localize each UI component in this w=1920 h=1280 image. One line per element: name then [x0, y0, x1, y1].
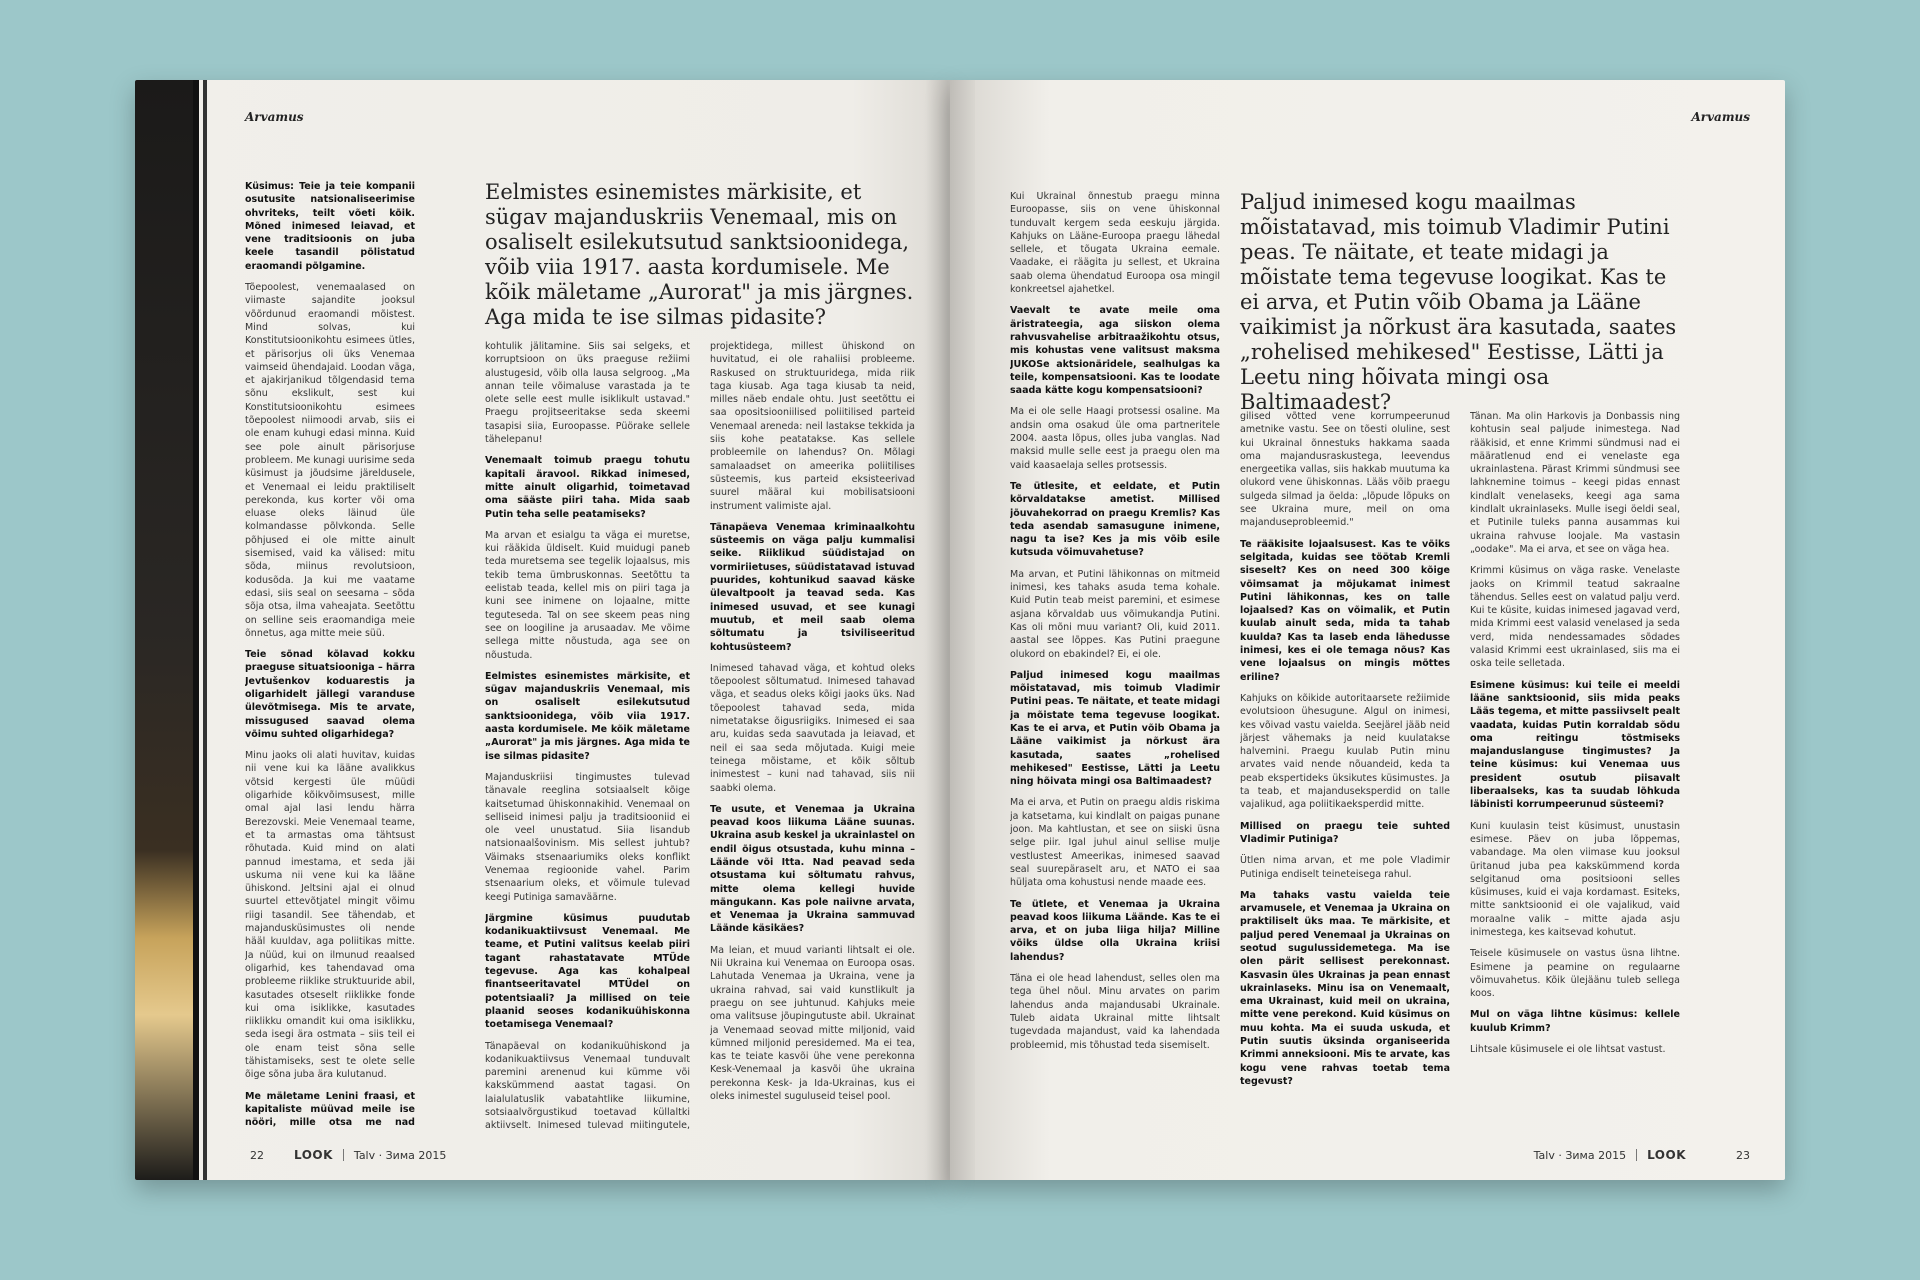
right-column-1 [1010, 190, 1220, 1150]
answer-text: Ma ei arva, et Putin on praegu aldis riskima ja katsetama, kui kindlalt on paigas punane joon. Ma kahtlustan, et see on siiski üsna selge piir. Igal juhul ainul sellise mulje vestlustest Ameerikas, inimesed saavad seal suurepäraselt aru, et NATO ei saa hüljata oma kohustusi nende maade ees. [1010, 797, 1220, 889]
answer-text: Täna ei ole head lahendust, selles olen ma tega ühel nõul. Minu arvates on parim lahendus anda majandusabi Ukrainale. Tuleb aidata Ukrainal mitte lihtsalt tugevdada majandust, vaid ka lahendada probleemid, mis tõhustad teda sisemiselt. [1010, 973, 1220, 1051]
answer-text: Krimmi küsimus on väga raske. Venelaste jaoks on Krimmil teatud sakraalne tähendus. Selles eest on valatud palju verd. Kui te küsite, kuidas inimesed jagavad verd, mida Krimmi eest valasid venelased ja seda verd, mida nendessamades sõdades valasid Krimmi eest ukrainlased, siis ma ei oska teile selletada. [1470, 565, 1680, 670]
magazine-brand: LOOK [1647, 1148, 1686, 1162]
page-edge-stripe [193, 80, 199, 1180]
answer-text: Ma arvan, et Putini lähikonnas on mitmeid inimesi, kes tahaks asuda tema kohale. Kuid Putin teab meist paremini, et esimese asjana kõrvaldab uus võimukandja Putini. Kas oli mõni muu variant? Oli, kuid 2011. aastal see lõppes. Kas Putini praegune olukord on ebakindel? Ei, ei ole. [1010, 568, 1220, 660]
question-text: Ma tahaks vastu vaielda teie arvamusele, et Venemaa ja Ukraina on praktiliselt üks maa. Te märkisite, et paljud pered Venemaal ja Ukrainas on seotud sugulussidemetega. Ma ise olen pärit sellisest perekonnast. Kasvasin üles Ukrainas ja pean ennast ukrainlaseks. Minu isa on Venemaalt, ema Ukrainast, kuid meil on ukraina, mitte vene perekond. Kuid küsimus on muu kohta. Ma ei suuda uskuda, et Putin suutis üksinda organiseerida Krimmi anneksiooni. Mis te arvate, kas kogu vene rahvas toetab tema tegevust? [1240, 889, 1450, 1087]
right-page [950, 80, 1785, 1180]
magazine-brand: LOOK [294, 1148, 333, 1162]
question-text: Me mäletame Lenini fraasi, et kapitaliste müüvad meile ise nööri, mille otsa me nad [245, 1090, 415, 1129]
footer-divider [1636, 1149, 1637, 1161]
question-text: Te ütlesite, et eeldate, et Putin kõrvaldatakse ametist. Millised jõuvahekorrad on praegu Kremlis? Kas teda asendab samasugune inimene, nagu ta ise? Kes ja mis võib esile kutsuda võimuvahetuse? [1010, 480, 1220, 559]
section-label: Arvamus [1691, 110, 1750, 124]
left-page [135, 80, 950, 1180]
magazine-spread [135, 80, 1785, 1180]
page-number: 22 [250, 1148, 264, 1162]
question-text: Küsimus: Teie ja teie kompanii osutusite natsionaliseerimise ohvriteks, teilt võeti kõik. Mõned inimesed leiavad, et vene traditsioonis on juba keele tasandil põlistatud eraomandi põlgamine. [245, 181, 415, 272]
left-column-1 [245, 180, 415, 1130]
pull-quote: Eelmistes esinemistes märkisite, et sügav majanduskriis Venemaal, mis on osaliselt esilekutsutud sanktsioonidega, võib viia 1917. aasta kordumisele. Me kõik mäletame „Aurorat" ja mis järgnes. Aga mida te ise silmas pidasite? [485, 180, 914, 329]
footer-divider [343, 1149, 344, 1161]
answer-text: Tänapäeval on kodanikuühiskond ja kodanikuaktiivsus Venemaal tunduvalt paremini arenenud kui kümme või kakskümmend aastat tagasi. On laialulatuslik vabatahtlike liikumine, sotsiaalvõrgustikud toetavad küllaltki aktiivselt. Inimesed tulevad miitingutele, [485, 1040, 690, 1130]
question-text: Mul on väga lihtne küsimus: kellele kuulub Krimm? [1470, 1009, 1680, 1034]
answer-text: Tõepoolest, venemaalased on viimaste sajandite jooksul võõrdunud eraomandi mõistest. Mind solvas, kui Konstitutsioonikohtu esimees ütles, et pärisorjus oli üks Venemaa vaimseid ühendajaid. Loodan väga, et ajakirjanikud tõlgendasid tema sõnu ekslikult, sest kui Konstitutsioonikohtu esimees tõepoolest niimoodi arvab, siis ei ole enam kuhugi edasi minna. Kuid see pole ainult pärisorjuse probleem. Me kunagi uurisime seda küsimust ja jõudsime järeldusele, et Venemaal ei leidu praktiliselt perekonda, kus korter või oma eluase oleks läinud üle kolmandasse põlvkonda. Selle põhjused ei ole mitte ainult sisemised, vaid ka välised: mitu sõda, miinus revolutsioon, kodusõda. Ja kui me vaatame edasi, siis seal on seesama – sõda sõja otsa, ilma vaheajata. Seetõttu on selline seis eraomandiga meie õnnetus, aga mitte meie süü. [245, 282, 415, 639]
question-text: Tänapäeva Venemaa kriminaalkohtu süsteemis on väga palju kummalisi seike. Riiklikud süüdistajad on vormiriietuses, süüdistatavad istuvad puurides, kohtunikud saavad käske ülevaltpoolt ja teavad seda. Kas inimesed usuvad, et see kunagi muutub, et meil saab olema sõltumatu ja tsiviliseeritud kohtusüsteem? [710, 521, 915, 653]
answer-text: Kuni kuulasin teist küsimust, unustasin esimese. Päev on juba lõppemas, vabandage. Ma olen viimase kuu jooksul üritanud juba pea kakskümmend korda selgitanud oma positsiooni selles küsimuses, kuid ei vaja kordamast. Esiteks, mitte sanktsioonid ei ole vajalikud, vaid moraalne valik – mitte ajada asju inimestega, kes kaitsevad kohutut. [1470, 820, 1680, 938]
section-label: Arvamus [245, 110, 304, 124]
question-text: Esimene küsimus: kui teile ei meeldi lääne sanktsioonid, siis mida peaks Lääs tegema, et mitte passiivselt pealt vaadata, kuidas Putin korraldab sõdu oma reitingu tõstmiseks majanduslanguse tingimustes? Ja teine küsimus: kui Venemaa uus president osutub piisavalt liberaalseks, kas ta suudab lõhkuda läbinisti korrumpeerunud süsteemi? [1470, 679, 1680, 811]
question-text: Te usute, et Venemaa ja Ukraina peavad koos liikuma Lääne suunas. Ukraina asub keskel ja ukrainlastel on endil õigus otsustada, kuhu minna – Läände või Itta. Nad peavad seda otsustama kui sõltumatu rahvus, mitte olema kellegi huvide mängukann. Kas pole naiivne arvata, et Venemaa ja Ukraina sammuvad Läände käsikäes? [710, 803, 915, 935]
answer-text: Inimesed tahavad väga, et kohtud oleks tõepoolest sõltumatud. Inimesed tahavad väga, et seadus oleks kõigi jaoks üks. Nad tõepoolest tahavad seda, mida nimetatakse õigusriigiks. Inimesed ei saa aru, kuidas seda saavutada ja leiavad, et neil ei saa seda mõjutada. Kuigi meie teinega mõistame, et kõik sõltub inimestest – kuni nad tahavad, siis nii saabki olema. [710, 662, 915, 794]
question-text: Venemaalt toimub praegu tohutu kapitali äravool. Rikkad inimesed, mitte ainult oligarhid, toimetavad oma sääste piiri taha. Mida saab Putin teha selle peatamiseks? [485, 455, 690, 520]
pull-quote: Paljud inimesed kogu maailmas mõistatavad, mis toimub Vladimir Putini peas. Te näitate, et teate midagi ja mõistate tema tegevuse loogikat. Kas te ei arva, et Putin võib Obama ja Lääne vaikimist ja nõrkust ära kasutada, saates „rohelised mehikesed" Eestisse, Lätti ja Leetu ning hõivata mingi osa Baltimaadest? [1240, 190, 1677, 414]
answer-text: Minu jaoks oli alati huvitav, kuidas nii vene kui ka lääne avalikkus võtsid kergesti üle müüdi oligarhide kõikvõimsusest, mille omal ajal lasi lendu härra Berezovski. Meie Venemaal teame, et ta armastas oma tähtsust rõhutada. Kuid mind on alati pannud imestama, et seda jäi uskuma nii vene kui ka lääne ühiskond. Jeltsini ajal ei olnud suurtel ettevõtjatel mingit võimu riigi tasandil. See tähendab, et majandusküsimustes oli nende hääl kuuldav, aga poliitikas mitte. Ja nüüd, kui on ilmunud reaalsed oligarhid, kes tahendavad oma probleeme riiklike struktuuride abil, kasutades otseselt riiklikke fonde kui oma isiklikke, kasutades riiklikku omandit kui oma isiklikku, seda isegi ära ostmata – siis teil ei ole enam teist sõna selle tähistamiseks, sest te olete selle õige sõna juba ära kulutanud. [245, 750, 415, 1081]
question-text: Eelmistes esinemistes märkisite, et sügav majanduskriis Venemaal, mis on osaliselt esilekutsutud sanktsioonidega, võib viia 1917. aasta kordumisele. Me kõik mäletame „Aurorat" ja mis järgnes. Aga mida te ise silmas pidasite? [485, 670, 690, 762]
left-column-2 [485, 340, 690, 1130]
answer-text: Kui Ukrainal õnnestub praegu minna Euroopasse, siis on vene ühiskonnal tunduvalt kergem seda eeskuju järgida. Kahjuks on Lääne-Euroopa praegu lähedal sellele, et tõugata Ukraina eemale. Vaadake, ei räägita ju sellest, et Ukraina saab olema ühendatud Euroopa osa mingil konkreetsel ajahetkel. [1010, 191, 1220, 296]
answer-text: Ma ei ole selle Haagi protsessi osaline. Ma andsin oma osakud üle oma partneritele 2004. aasta lõpus, olles juba vanglas. Nad maksid mulle selle eest ja praegu olen ma vaid kaasaelaja selles protsessis. [1010, 406, 1220, 471]
question-text: Teie sõnad kõlavad kokku praeguse situatsiooniga – härra Jevtušenkov koduarestis ja oligarhidelt jällegi varanduse ülevõtmisega. Mis te arvate, missugused saavad olema võimu suhted oligarhidega? [245, 649, 415, 740]
question-text: Millised on praegu teie suhted Vladimir Putiniga? [1240, 820, 1450, 845]
page-number: 23 [1736, 1148, 1750, 1162]
question-text: Te ütlete, et Venemaa ja Ukraina peavad koos liikuma Läände. Kas te ei arva, et on juba liiga hilja? Milline võiks üldse olla Ukraina kriisi lahendus? [1010, 898, 1220, 963]
answer-text: projektidega, millest ühiskond on huvitatud, ei ole rahaliisi probleeme. Raskused on struktuuridega, mida riik taga kiusab. Aga taga kiusab ta neid, milles näeb endale ohtu. Just seetõttu ei saa opositsiooniilised poliitilised parteid Venemaal areneda: neil lastakse tekkida ja siis kohe peatatakse. Kas sellele probleemile on lahendus? On. Mõlagi samalaadset on ameerika poliitilises süsteemis, kus parteid eksisteerivad suurel määral kui mobilisatsiooni instrument valimiste ajal. [710, 341, 915, 512]
left-page-footer [250, 1148, 446, 1162]
issue-label: Talv · Зима 2015 [1533, 1148, 1627, 1162]
right-page-footer [1534, 1148, 1750, 1162]
answer-text: kohtulik jälitamine. Siis sai selgeks, et korruptsioon on üks praeguse režiimi alustugesid, võib olla lausa selgroog. „Ma annan teile võimaluse varastada ja te olete selle eest mulle isiklikult ustavad." Praegu projitseeritakse seda skeemi tasapisi siia, Euroopasse. Püörake sellele tähelepanu! [485, 341, 690, 446]
answer-text: Teisele küsimusele on vastus üsna lihtne. Esimene ja peamine on regulaarne võimuvahetus. Kõik ülejäänu tuleb sellega koos. [1470, 948, 1680, 1000]
answer-text: Ütlen nima arvan, et me pole Vladimir Putiniga endiselt teineteisega rahul. [1240, 855, 1450, 880]
right-column-2 [1240, 410, 1450, 1150]
answer-text: Ma arvan et esialgu ta väga ei muretse, kui rääkida üldiselt. Kuid muidugi paneb teda muretsema see tegelik lojaalsus, mis tekib tema ümbruskonnas. Seetõttu ta eelistab teada, kellel mis on piiri taga ja kuni see inimene on lojaalne, mitte teguteseda. Tal on see skeem peas ning see on loogiline ja arusaadav. Me võime sellega mitte nõustuda, aga see on nõustuda. [485, 529, 690, 661]
question-text: Te rääkisite lojaalsusest. Kas te võiks selgitada, kuidas see töötab Kremli siseselt? Kes on need 300 kõige võimsamat ja mõjukamat inimest Putini lähikonnas, kes on talle lojaalsed? Kas on võimalik, et Putin kuulab ainult seda, mida ta tahab kuulda? Kas ta laseb enda lähedusse inimesi, kes ei ole temaga nõus? Kas vene lojaalsus on mingis mõttes eriline? [1240, 538, 1450, 683]
left-page-photo-bleed [135, 80, 193, 1180]
left-column-3 [710, 340, 915, 1130]
question-text: Järgmine küsimus puudutab kodanikuaktiivsust Venemaal. Me teame, et Putini valitsus keelab piiri tagant rahastatavate MTÜde tegevuse. Aga kas kohalpeal finantseeritavatel MTÜdel on potentsiaali? Ja millised on teie plaanid seoses kodanikuühiskonna toetamisega Venemaal? [485, 912, 690, 1031]
question-text: Paljud inimesed kogu maailmas mõistatavad, mis toimub Vladimir Putini peas. Te näitate, et teate midagi ja mõistate tema tegevuse loogikat. Kas te ei arva, et Putin võib Obama ja Lääne vaikimist ja nõrkust ära kasutada, saates „rohelised mehikesed" Eestisse, Lätti ja Leetu ning hõivata mingi osa Baltimaadest? [1010, 669, 1220, 788]
page-edge-stripe [203, 80, 207, 1180]
answer-text: Majanduskriisi tingimustes tulevad tänavale reeglina sotsiaalselt kõige kaitsetumad ühiskonnakihid. Venemaal on selliseid inimesi palju ja traditsiooniid ei ole veel unustatud. Siia lisandub natsionaalšovinism. Mis sellest juhtub? Väimaks stsenaariumiks oleks konflikt Venemaa regioonide vahel. Parim stsenaarium oleks, et võimule tulevad keegi Putiniga samaväärne. [485, 771, 690, 903]
answer-text: gilised võtted vene korrumpeerunud ametnike vastu. See on tõesti oluline, sest kui Ukrainal õnnestuks hakkama saada oma majandusraskustega, leevendus energeetika vallas, siis hakkab muutuma ka olukord vene ühiskonnas. Lääs võib praegu sulgeda silmad ja öelda: „lõpude lõpuks on see Ukraina mure, meil on oma majanduseprobleemid." [1240, 411, 1450, 529]
question-text: Vaevalt te avate meile oma äristrateegia, aga siiskon olema rahvusvahelise arbitraažikohtu otsus, mis kohustas vene valitsust maksma JUKOSe aktsionäridele, sealhulgas ka teile, kompensatsiooni. Kas te loodate saada kätte kogu kompensatsiooni? [1010, 305, 1220, 397]
answer-text: Tänan. Ma olin Harkovis ja Donbassis ning kohtusin seal paljude inimestega. Nad rääkisid, et enne Krimmi sündmusi nad ei määratlenud end ei venelaste ega ukrainlastena. Pärast Krimmi sündmusi see lahknemine toimus – keegi pidas ennast kindlalt venelaseks, keegi aga sama kindlalt ukrainlaseks. Mulle isegi öeldi seal, et Putinile tuleks panna ausammas kui ukraina rahvuse loojale. Ma vastasin „oodake". Ma ei arva, et see on väga hea. [1470, 411, 1680, 555]
answer-text: Lihtsale küsimusele ei ole lihtsat vastust. [1470, 1044, 1666, 1056]
answer-text: Ma leian, et muud varianti lihtsalt ei ole. Nii Ukraina kui Venemaa on Euroopa osas. Lahutada Venemaa ja Ukraina, vene ja ukraina rahvad, sai vaid kunstlikult ja praegu on see juhtunud. Kahjuks meie oma valitsuse jõupingutuste abil. Ukrainat ja Venemaad seovad mitte miljonid, vaid kümned miljonid peresidemed. Ma ei tea, kas te teiate kasvõi ühe vene perekonna Kesk-Venemaal ja kasvõi ühe ukraina perekonna Kesk- ja Ida-Ukrainas, kus ei oleks inimestel suguluseid teisel pool. [710, 944, 915, 1103]
answer-text: Kahjuks on kõikide autoritaarsete režiimide evolutsioon ühesugune. Algul on inimesi, kes võivad vastu vaielda. Seejärel jääb neid järjest vähemaks ja neid kuulatakse halvemini. Praegu kuulab Putin minu arvates vaid nende nõuandeid, keda ta peab ekspertideks üksikutes küsimustes. Ja ta teab, et majanduseksperdid on talle vajalikud, aga poliitikaeksperdid mitte. [1240, 692, 1450, 811]
right-column-3 [1470, 410, 1680, 1150]
issue-label: Talv · Зима 2015 [353, 1148, 447, 1162]
